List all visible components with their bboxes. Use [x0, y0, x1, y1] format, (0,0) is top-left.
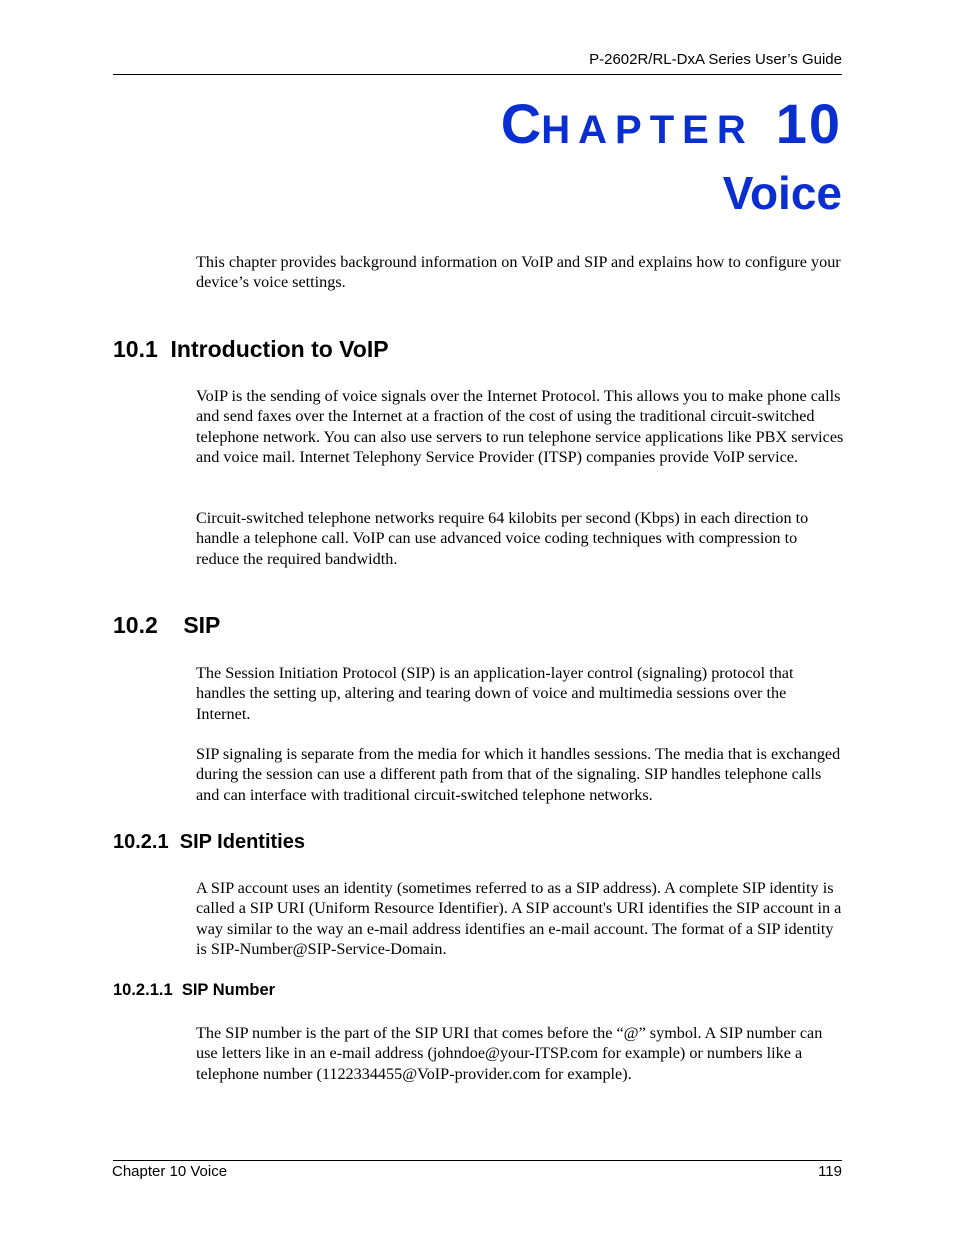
section-number: 10.2.1.1 — [113, 981, 173, 999]
paragraph: SIP signaling is separate from the media for which it handles sessions. The media that is exchanged during the session can use a different path from that of the signaling. SIP handles telephone calls and can interface with traditional circuit-switched telephone networks. — [196, 745, 841, 804]
section-number: 10.2 — [113, 612, 158, 638]
section-heading-10-2-1 — [113, 832, 305, 852]
section-heading-10-2 — [113, 614, 220, 637]
section-title: Introduction to VoIP — [170, 336, 389, 362]
footer-page-number: 119 — [818, 1163, 842, 1180]
footer-chapter-label: Chapter 10 Voice — [112, 1163, 228, 1180]
paragraph: The SIP number is the part of the SIP URI that comes before the “@” symbol. A SIP number can use letters like in an e-mail address (johndoe@your-ITSP.com for example) or numbers like a telephone number (1122334455@VoIP-provider.com for example). — [196, 1024, 823, 1083]
section-title: SIP — [183, 612, 221, 638]
paragraph: A SIP account uses an identity (sometimes referred to as a SIP address). A complete SIP identity is called a SIP URI (Uniform Resource Identifier). A SIP account's URI identifies the SIP account in a way similar to the way an e-mail address identifies an e-mail account. The format of a SIP identity is SIP-Number@SIP-Service-Domain. — [196, 879, 842, 958]
section-number: 10.2.1 — [113, 831, 169, 853]
chapter-label-rest: HAPTER — [541, 108, 754, 152]
section-heading-10-1 — [113, 338, 389, 361]
paragraph: The Session Initiation Protocol (SIP) is an application-layer control (signaling) protocol that handles the setting up, altering and tearing down of voice and multimedia sessions over the Internet. — [196, 664, 794, 723]
paragraph: Circuit-switched telephone networks require 64 kilobits per second (Kbps) in each direction to handle a telephone call. VoIP can use advanced voice coding techniques with compression to reduce the required bandwidth. — [196, 509, 809, 568]
footer-rule — [113, 1160, 842, 1161]
intro-paragraph: This chapter provides background information on VoIP and SIP and explains how to configure your device’s voice settings. — [196, 253, 841, 292]
section-title: SIP Number — [181, 981, 276, 999]
chapter-title: Voice — [722, 167, 842, 219]
section-heading-10-2-1-1 — [113, 982, 275, 999]
running-header: P-2602R/RL-DxA Series User’s Guide — [589, 51, 842, 68]
chapter-label-initial: C — [500, 92, 542, 155]
section-number: 10.1 — [113, 336, 158, 362]
paragraph: VoIP is the sending of voice signals over the Internet Protocol. This allows you to make phone calls and send faxes over the Internet at a fraction of the cost of using the traditional circuit-switched telephone network. You can also use servers to run telephone service applications like PBX services and voice mail. Internet Telephony Service Provider (ITSP) companies provide VoIP service. — [196, 387, 844, 466]
header-rule — [113, 74, 842, 75]
chapter-number: 10 — [775, 92, 842, 155]
section-title: SIP Identities — [179, 831, 305, 853]
chapter-label — [500, 92, 842, 155]
